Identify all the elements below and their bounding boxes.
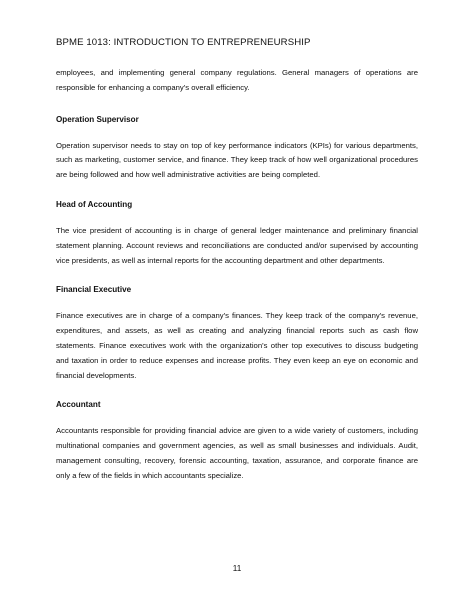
page-number: 11 [232, 564, 242, 573]
section-body-accountant: Accountants responsible for providing financial advice are given to a wide variety of customers, including multinational companies and government agencies, as well as small businesses and individuals. Audit, management consulting, recovery, forensic accounting, taxation, assurance, and corporate finance are only a few of the fields in which accountants specialize. [56, 426, 418, 480]
section-heading-accountant: Accountant [56, 400, 101, 410]
running-header: BPME 1013: INTRODUCTION TO ENTREPRENEURSHIP [56, 37, 311, 48]
page-content [56, 66, 418, 500]
section-body-operation-supervisor: Operation supervisor needs to stay on top of key performance indicators (KPIs) for various departments, such as marketing, customer service, and finance. They keep track of how well organizational procedures are being followed and how well administrative activities are being completed. [56, 140, 418, 180]
section-heading-head-of-accounting: Head of Accounting [56, 199, 133, 209]
section-body-financial-executive: Finance executives are in charge of a company's finances. They keep track of the company's revenue, expenditures, and assets, as well as creating and analyzing financial reports such as cash flow statements. Finance executives work with the organization's other top executives to discuss budgeting and taxation in order to reduce expenses and increase profits. They even keep an eye on economic and financial developments. [56, 311, 418, 380]
section-body-head-of-accounting: The vice president of accounting is in charge of general ledger maintenance and preliminary financial statement planning. Account reviews and reconciliations are conducted and/or supervised by accounting vice presidents, as well as internal reports for the accounting department and other departments. [56, 225, 418, 265]
section-heading-operation-supervisor: Operation Supervisor [56, 114, 139, 124]
intro-paragraph: employees, and implementing general company regulations. General managers of operations are responsible for enhancing a company's overall efficiency. [56, 68, 418, 92]
section-heading-financial-executive: Financial Executive [56, 285, 132, 295]
